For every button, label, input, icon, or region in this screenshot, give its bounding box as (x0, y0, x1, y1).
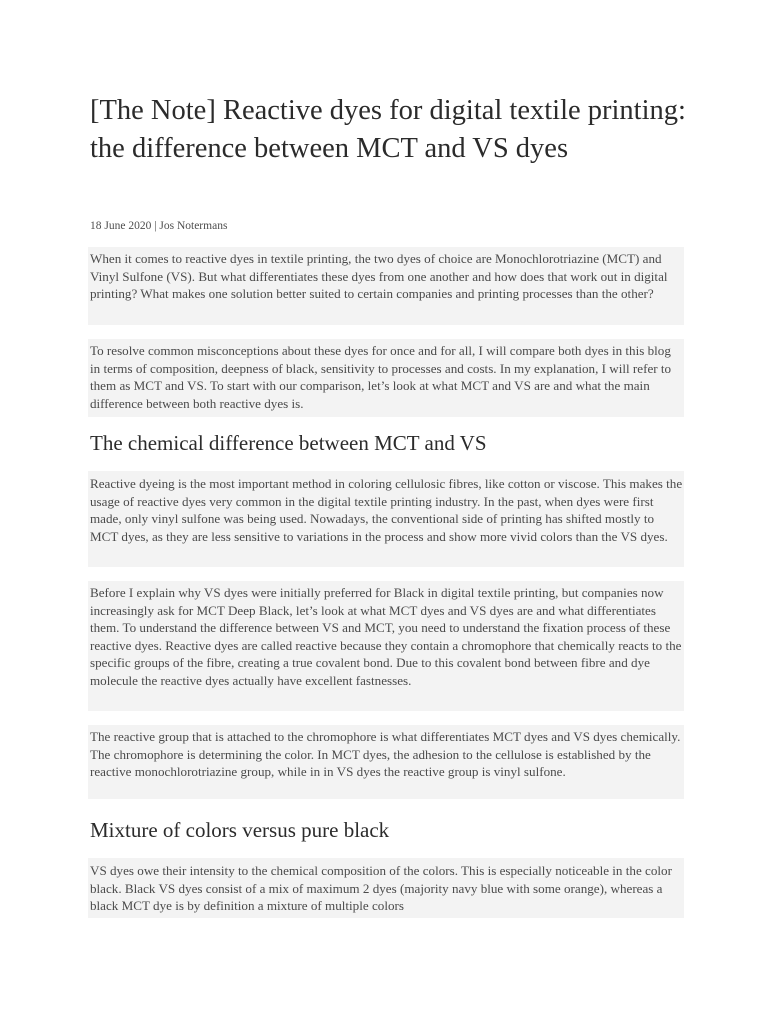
intro-paragraph-2: To resolve common misconceptions about these dyes for once and for all, I will compare both dyes in this blog in terms of composition, deepness of black, sensitivity to processes and costs. In my explanation, I will refer to them as MCT and VS. To start with our comparison, let’s look at what MCT and VS are and what the main difference between both reactive dyes is. (90, 343, 672, 411)
section2-paragraph-1: VS dyes owe their intensity to the chemical composition of the colors. This is especially noticeable in the color black. Black VS dyes consist of a mix of maximum 2 dyes (majority navy blue with some orange), whereas a black MCT dye is by definition a mixture of multiple colors (90, 863, 672, 914)
section-heading-chemical-difference: The chemical difference between MCT and VS (90, 431, 487, 455)
article-byline: 18 June 2020 | Jos Notermans (90, 220, 228, 232)
section1-paragraph-3: The reactive group that is attached to the chromophore is what differentiates MCT dyes and VS dyes chemically. The chromophore is determining the color. In MCT dyes, the adhesion to the cellulose is established by the reactive monochlorotriazine group, while in in VS dyes the reactive group is vinyl sulfone. (90, 729, 681, 780)
section1-paragraph-2: Before I explain why VS dyes were initially preferred for Black in digital textile printing, but companies now increasingly ask for MCT Deep Black, let’s look at what MCT dyes and VS dyes are and what differentiates them. To understand the difference between VS and MCT, you need to understand the fixation process of these reactive dyes. Reactive dyes are called reactive because they contain a chromophore that chemically reacts to the specific groups of the fibre, creating a true covalent bond. Due to this covalent bond between fibre and dye molecule the reactive dyes actually have excellent fastnesses. (90, 585, 682, 688)
article-title: [The Note] Reactive dyes for digital textile printing: the difference between MCT and VS dyes (90, 95, 686, 164)
section1-paragraph-1: Reactive dyeing is the most important method in coloring cellulosic fibres, like cotton or viscose. This makes the usage of reactive dyes very common in the digital textile printing industry. In the past, when dyes were first made, only vinyl sulfone was being used. Nowadays, the conventional side of printing has shifted mostly to MCT dyes, as they are less sensitive to variations in the process and show more vivid colors than the VS dyes. (90, 476, 683, 544)
section-heading-mixture-of-colors: Mixture of colors versus pure black (90, 818, 390, 842)
intro-paragraph-1: When it comes to reactive dyes in textile printing, the two dyes of choice are Monochlorotriazine (MCT) and Vinyl Sulfone (VS). But what differentiates these dyes from one another and how does that work out in digital printing? What makes one solution better suited to certain companies and printing processes than the other? (90, 251, 668, 302)
